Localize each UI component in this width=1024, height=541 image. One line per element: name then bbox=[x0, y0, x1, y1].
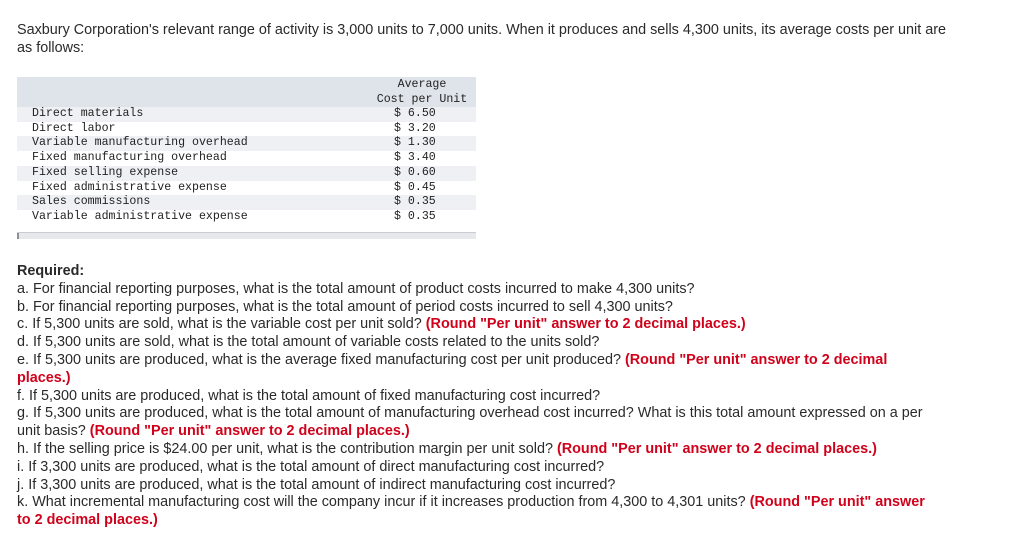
row-label: Fixed manufacturing overhead bbox=[17, 151, 368, 166]
question-text: k. What incremental manufacturing cost will the company incur if it increases production from 4,300 to 4,301 units? bbox=[17, 494, 750, 511]
question-c bbox=[17, 316, 942, 334]
table-horizontal-scrollbar[interactable] bbox=[17, 232, 476, 239]
question-a bbox=[17, 281, 942, 299]
question-text: a. For financial reporting purposes, what is the total amount of product costs incurred to make 4,300 units? bbox=[17, 280, 695, 297]
question-text: g. If 5,300 units are produced, what is the total amount of manufacturing overhead cost incurred? What is this total amount expressed on a per unit basis? bbox=[17, 405, 923, 440]
table-row bbox=[17, 210, 476, 225]
rounding-note: (Round "Per unit" answer to 2 decimal places.) bbox=[89, 423, 410, 440]
rounding-note: (Round "Per unit" answer to 2 decimal places.) bbox=[17, 494, 925, 529]
table-header-row bbox=[17, 77, 476, 107]
question-k bbox=[17, 494, 942, 530]
question-text: b. For financial reporting purposes, what is the total amount of period costs incurred to sell 4,300 units? bbox=[17, 298, 673, 315]
row-value: $ 0.60 bbox=[394, 165, 436, 179]
question-text: i. If 3,300 units are produced, what is the total amount of direct manufacturing cost incurred? bbox=[17, 458, 605, 475]
rounding-note: (Round "Per unit" answer to 2 decimal places.) bbox=[425, 316, 746, 333]
header-line-2: Cost per Unit bbox=[376, 92, 468, 106]
row-value: $ 0.35 bbox=[394, 195, 436, 209]
question-text: f. If 5,300 units are produced, what is the total amount of fixed manufacturing cost incurred? bbox=[17, 387, 601, 404]
question-g bbox=[17, 405, 942, 441]
row-label: Fixed selling expense bbox=[17, 166, 368, 181]
row-value: $ 0.45 bbox=[394, 180, 436, 194]
question-e bbox=[17, 352, 942, 388]
row-value: $ 1.30 bbox=[394, 136, 436, 150]
row-label: Sales commissions bbox=[17, 195, 368, 210]
question-h bbox=[17, 441, 942, 459]
row-value: $ 3.20 bbox=[394, 121, 436, 135]
rounding-note: (Round "Per unit" answer to 2 decimal places.) bbox=[17, 351, 888, 386]
question-text: e. If 5,300 units are produced, what is the average fixed manufacturing cost per unit produced? bbox=[17, 351, 625, 368]
table-header-cost-per-unit bbox=[368, 77, 476, 107]
table-row bbox=[17, 107, 476, 122]
row-value: $ 3.40 bbox=[394, 151, 436, 165]
rounding-note: (Round "Per unit" answer to 2 decimal places.) bbox=[556, 440, 877, 457]
row-label: Direct labor bbox=[17, 122, 368, 137]
table-row bbox=[17, 136, 476, 151]
question-i bbox=[17, 459, 942, 477]
scrollbar-thumb[interactable] bbox=[17, 233, 19, 239]
table-row bbox=[17, 166, 476, 181]
table-row bbox=[17, 195, 476, 210]
row-label: Variable manufacturing overhead bbox=[17, 136, 368, 151]
question-d bbox=[17, 334, 942, 352]
question-text: h. If the selling price is $24.00 per unit, what is the contribution margin per unit sold? bbox=[17, 440, 557, 457]
header-line-1: Average bbox=[397, 78, 447, 91]
question-j bbox=[17, 477, 942, 495]
table-row bbox=[17, 181, 476, 196]
problem-intro: Saxbury Corporation's relevant range of activity is 3,000 units to 7,000 units. When it produces and sells 4,300 units, its average costs per unit are as follows: bbox=[17, 22, 947, 56]
required-section bbox=[17, 263, 942, 530]
cost-table-container bbox=[17, 77, 476, 225]
question-text: d. If 5,300 units are sold, what is the total amount of variable costs related to the units sold? bbox=[17, 334, 600, 351]
row-value: $ 6.50 bbox=[394, 107, 436, 120]
question-text: c. If 5,300 units are sold, what is the variable cost per unit sold? bbox=[17, 316, 426, 333]
row-value: $ 0.35 bbox=[394, 209, 436, 223]
row-label: Fixed administrative expense bbox=[17, 181, 368, 196]
cost-per-unit-table bbox=[17, 77, 476, 225]
table-header-blank bbox=[17, 77, 368, 107]
question-text: j. If 3,300 units are produced, what is the total amount of indirect manufacturing cost incurred? bbox=[17, 476, 616, 493]
row-label: Variable administrative expense bbox=[17, 210, 368, 225]
required-title: Required: bbox=[17, 263, 85, 279]
table-row bbox=[17, 151, 476, 166]
question-b bbox=[17, 299, 942, 317]
question-f bbox=[17, 388, 942, 406]
table-row bbox=[17, 122, 476, 137]
row-label: Direct materials bbox=[17, 107, 368, 122]
